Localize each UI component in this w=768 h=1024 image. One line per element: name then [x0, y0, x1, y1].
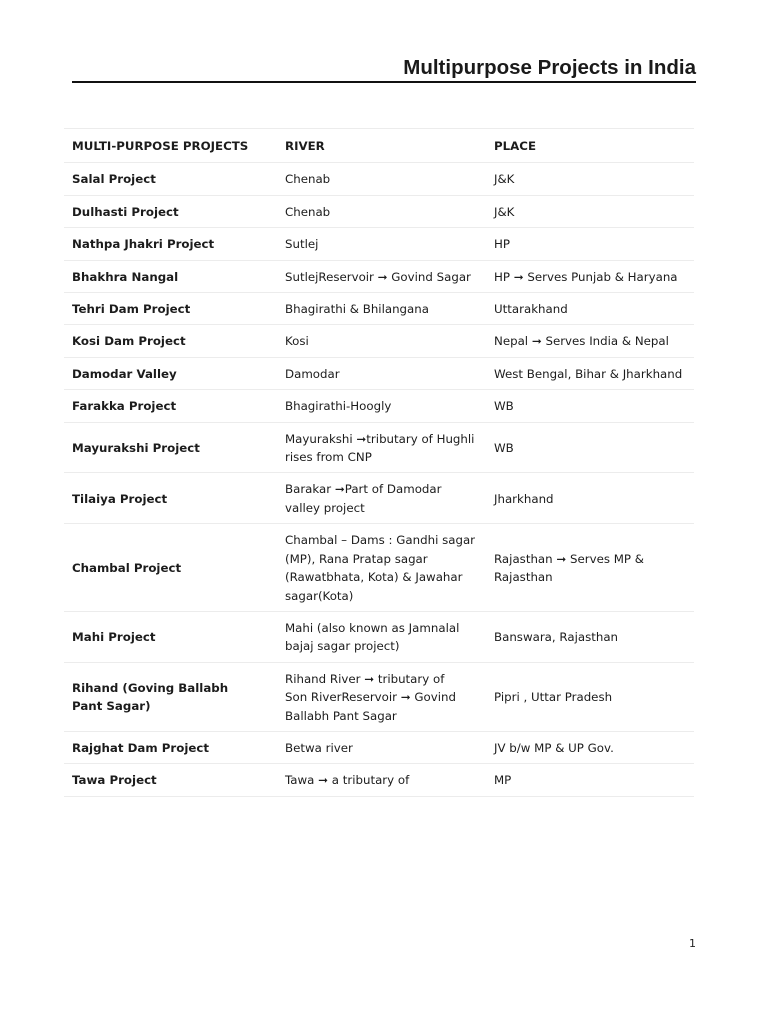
page-number: 1	[689, 937, 696, 950]
table-row	[64, 357, 694, 389]
table-row	[64, 228, 694, 260]
project-name-cell: Kosi Dam Project	[64, 325, 277, 357]
project-name-cell: Mahi Project	[64, 611, 277, 662]
place-cell: Rajasthan ➞ Serves MP & Rajasthan	[486, 524, 694, 612]
table-row	[64, 764, 694, 796]
river-cell: Chenab	[277, 195, 486, 227]
project-name-cell: Rihand (Goving Ballabh Pant Sagar)	[64, 662, 277, 731]
place-cell: West Bengal, Bihar & Jharkhand	[486, 357, 694, 389]
place-cell: HP	[486, 228, 694, 260]
table-row	[64, 473, 694, 524]
table-row	[64, 195, 694, 227]
project-name-cell: Tilaiya Project	[64, 473, 277, 524]
place-cell: WB	[486, 390, 694, 422]
project-name-cell: Nathpa Jhakri Project	[64, 228, 277, 260]
river-cell: Chenab	[277, 163, 486, 195]
project-name-cell: Tehri Dam Project	[64, 293, 277, 325]
river-cell: Betwa river	[277, 731, 486, 763]
river-cell: Mayurakshi ➞tributary of Hughli rises from CNP	[277, 422, 486, 473]
river-cell: Sutlej	[277, 228, 486, 260]
place-cell: J&K	[486, 163, 694, 195]
table-row	[64, 731, 694, 763]
river-cell: Bhagirathi-Hoogly	[277, 390, 486, 422]
project-name-cell: Farakka Project	[64, 390, 277, 422]
river-cell: Damodar	[277, 357, 486, 389]
place-cell: WB	[486, 422, 694, 473]
place-cell: JV b/w MP & UP Gov.	[486, 731, 694, 763]
river-cell: Rihand River ➞ tributary of Son RiverReservoir ➞ Govind Ballabh Pant Sagar	[277, 662, 486, 731]
project-name-cell: Chambal Project	[64, 524, 277, 612]
table-row	[64, 662, 694, 731]
header-place: PLACE	[486, 129, 694, 163]
project-name-cell: Rajghat Dam Project	[64, 731, 277, 763]
table-row	[64, 325, 694, 357]
river-cell: Barakar ➞Part of Damodar valley project	[277, 473, 486, 524]
table-row	[64, 422, 694, 473]
place-cell: J&K	[486, 195, 694, 227]
place-cell: Pipri , Uttar Pradesh	[486, 662, 694, 731]
river-cell: SutlejReservoir ➞ Govind Sagar	[277, 260, 486, 292]
table-row	[64, 293, 694, 325]
river-cell: Chambal – Dams : Gandhi sagar (MP), Rana Pratap sagar (Rawatbhata, Kota) & Jawahar sagar(Kota)	[277, 524, 486, 612]
table-row	[64, 524, 694, 612]
place-cell: HP ➞ Serves Punjab & Haryana	[486, 260, 694, 292]
table-header-row	[64, 129, 694, 163]
place-cell: Uttarakhand	[486, 293, 694, 325]
river-cell: Mahi (also known as Jamnalal bajaj sagar project)	[277, 611, 486, 662]
table-row	[64, 390, 694, 422]
header-project: MULTI-PURPOSE PROJECTS	[64, 129, 277, 163]
document-header	[72, 56, 696, 83]
project-name-cell: Damodar Valley	[64, 357, 277, 389]
river-cell: Tawa ➞ a tributary of	[277, 764, 486, 796]
project-name-cell: Salal Project	[64, 163, 277, 195]
project-name-cell: Dulhasti Project	[64, 195, 277, 227]
projects-table	[64, 128, 694, 797]
river-cell: Kosi	[277, 325, 486, 357]
page-title: Multipurpose Projects in India	[403, 56, 696, 79]
table-row	[64, 260, 694, 292]
table-row	[64, 611, 694, 662]
header-river: RIVER	[277, 129, 486, 163]
place-cell: Jharkhand	[486, 473, 694, 524]
project-name-cell: Bhakhra Nangal	[64, 260, 277, 292]
place-cell: Nepal ➞ Serves India & Nepal	[486, 325, 694, 357]
table-row	[64, 163, 694, 195]
river-cell: Bhagirathi & Bhilangana	[277, 293, 486, 325]
place-cell: Banswara, Rajasthan	[486, 611, 694, 662]
project-name-cell: Tawa Project	[64, 764, 277, 796]
place-cell: MP	[486, 764, 694, 796]
project-name-cell: Mayurakshi Project	[64, 422, 277, 473]
